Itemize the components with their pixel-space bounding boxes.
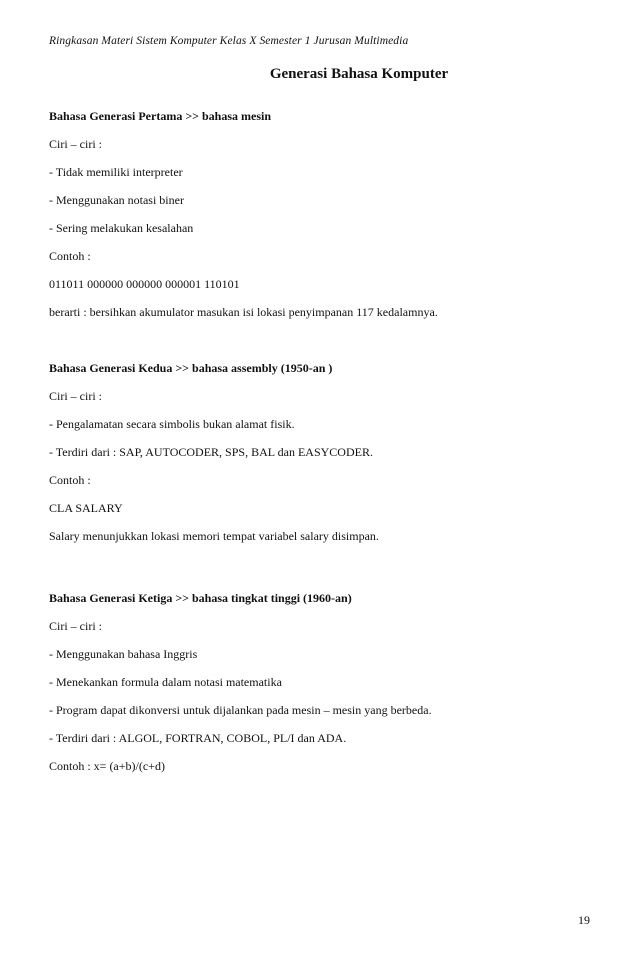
document-title: Generasi Bahasa Komputer bbox=[269, 66, 449, 82]
section-line: berarti : bersihkan akumulator masukan isi lokasi penyimpanan 117 kedalamnya. bbox=[49, 305, 438, 319]
section-line: Contoh : x= (a+b)/(c+d) bbox=[49, 759, 165, 773]
section-heading-generasi-pertama: Bahasa Generasi Pertama >> bahasa mesin bbox=[49, 109, 272, 123]
running-header: Ringkasan Materi Sistem Komputer Kelas X Semester 1 Jurusan Multimedia bbox=[49, 35, 409, 47]
section-line: - Pengalamatan secara simbolis bukan alamat fisik. bbox=[49, 417, 295, 431]
section-line: Ciri – ciri : bbox=[49, 137, 102, 151]
section-line: 011011 000000 000000 000001 110101 bbox=[49, 277, 240, 291]
section-line: CLA SALARY bbox=[49, 501, 123, 515]
section-line: Salary menunjukkan lokasi memori tempat variabel salary disimpan. bbox=[49, 529, 379, 543]
section-line: - Program dapat dikonversi untuk dijalankan pada mesin – mesin yang berbeda. bbox=[49, 703, 432, 717]
section-line: - Menekankan formula dalam notasi matematika bbox=[49, 675, 282, 689]
section-line: - Sering melakukan kesalahan bbox=[49, 221, 194, 235]
section-line: Ciri – ciri : bbox=[49, 619, 102, 633]
section-line: - Menggunakan notasi biner bbox=[49, 193, 184, 207]
section-heading-generasi-ketiga: Bahasa Generasi Ketiga >> bahasa tingkat tinggi (1960-an) bbox=[49, 591, 352, 605]
section-line: Contoh : bbox=[49, 473, 91, 487]
section-line: - Terdiri dari : SAP, AUTOCODER, SPS, BAL dan EASYCODER. bbox=[49, 445, 373, 459]
section-line: - Terdiri dari : ALGOL, FORTRAN, COBOL, PL/I dan ADA. bbox=[49, 731, 347, 745]
section-heading-generasi-kedua: Bahasa Generasi Kedua >> bahasa assembly (1950-an ) bbox=[49, 361, 333, 375]
section-line: - Tidak memiliki interpreter bbox=[49, 165, 183, 179]
section-line: Contoh : bbox=[49, 249, 91, 263]
page-number: 19 bbox=[578, 913, 590, 927]
section-line: - Menggunakan bahasa Inggris bbox=[49, 647, 198, 661]
section-line: Ciri – ciri : bbox=[49, 389, 102, 403]
